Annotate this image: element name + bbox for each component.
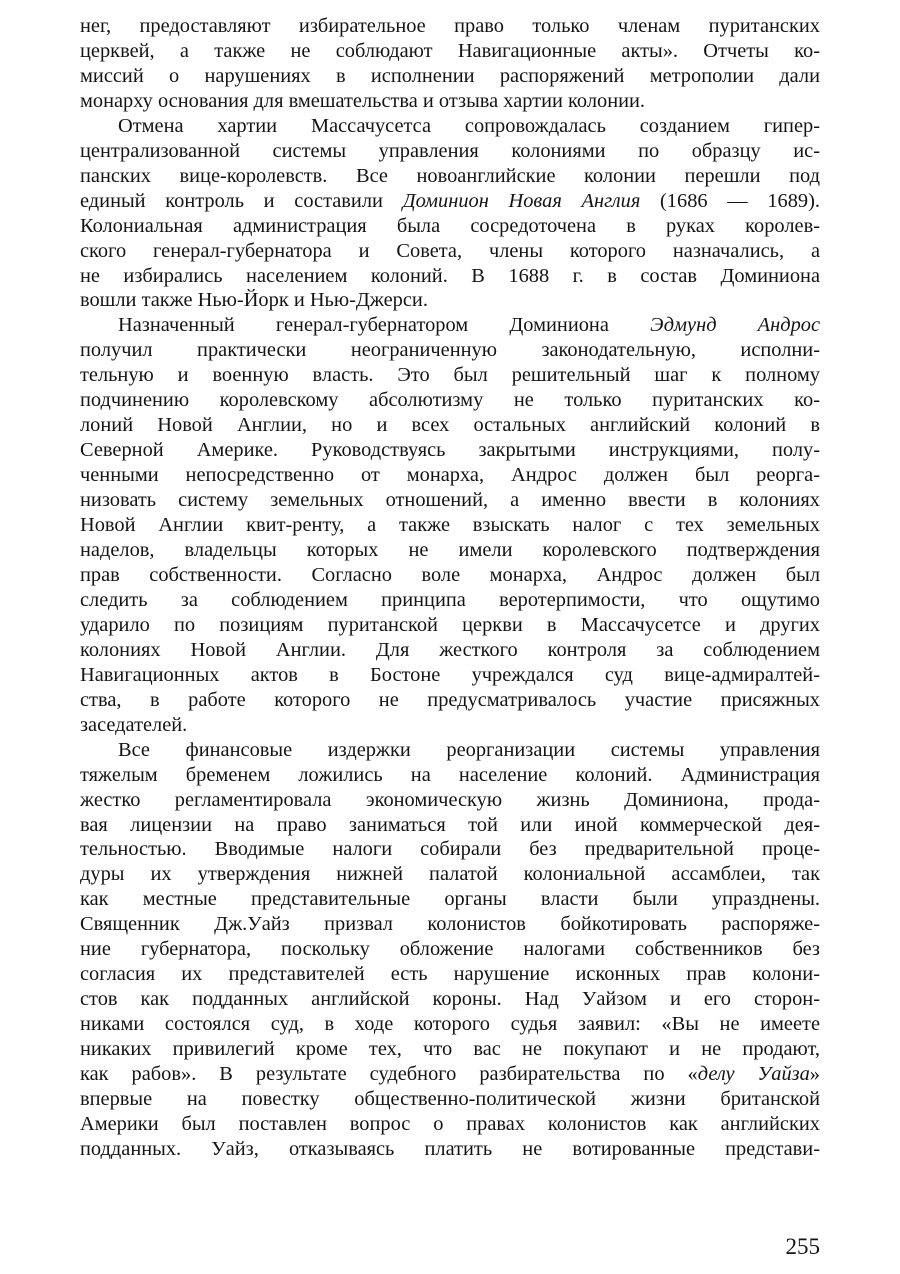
- text-line: вая лицензии на право заниматься той или иной коммерческой дея-: [80, 813, 820, 836]
- text-line: Новой Англии квит-ренту, а также взыскать налог с тех земельных: [80, 514, 820, 537]
- text-line: панских вице-королевств. Все новоанглийские колонии перешли под: [80, 164, 820, 187]
- text-line: низовать систему земельных отношений, а именно ввести в колониях: [80, 489, 820, 512]
- text-line: вошли также Нью-Йорк и Нью-Джерси.: [80, 289, 428, 312]
- text-line: Отмена хартии Массачусетса сопровождалась созданием гипер-: [118, 114, 820, 137]
- text-line: не избирались населением колоний. В 1688 г. в состав Доминиона: [80, 264, 820, 287]
- text-line: как местные представительные органы власти были упразднены.: [80, 888, 820, 911]
- page-number: 255: [785, 1234, 820, 1259]
- text-line: наделов, владельцы которых не имели королевского подтверждения: [80, 539, 820, 562]
- text-line: дуры их утверждения нижней палатой колониальной ассамблеи, так: [80, 863, 820, 886]
- text-line: согласия их представителей есть нарушение исконных прав колони-: [80, 963, 820, 986]
- text-line: тельную и военную власть. Это был решительный шаг к полному: [80, 364, 820, 387]
- text-line: никами состоялся суд, в ходе которого судья заявил: «Вы не имеете: [80, 1013, 820, 1036]
- text-line: единый контроль и составили Доминион Новая Англия (1686 — 1689).: [80, 189, 820, 212]
- text-line: никаких привилегий кроме тех, что вас не покупают и не продают,: [80, 1038, 820, 1061]
- text-line: Все финансовые издержки реорганизации системы управления: [118, 738, 820, 761]
- text-line: следить за соблюдением принципа веротерпимости, что ощутимо: [80, 588, 820, 611]
- text-line: подданных. Уайз, отказываясь платить не вотированные представи-: [80, 1137, 820, 1160]
- text-line: впервые на повестку общественно-политической жизни британской: [80, 1087, 820, 1110]
- text-line: прав собственности. Согласно воле монарха, Андрос должен был: [80, 563, 820, 586]
- text-line: ского генерал-губернатора и Совета, члены которого назначались, а: [80, 239, 820, 262]
- text-line: тельностью. Вводимые налоги собирали без предварительной проце-: [80, 838, 820, 861]
- text-line: нег, предоставляют избирательное право только членам пуританских: [80, 15, 820, 37]
- text-line: миссий о нарушениях в исполнении распоряжений метрополии дали: [80, 64, 820, 87]
- text-line: церквей, а также не соблюдают Навигационные акты». Отчеты ко-: [80, 39, 820, 62]
- page-body: [80, 14, 820, 1162]
- text-line: ства, в работе которого не предусматривалось участие присяжных: [80, 688, 820, 711]
- text-line: тяжелым бременем ложились на население колоний. Администрация: [80, 763, 820, 786]
- text-line: получил практически неограниченную законодательную, исполни-: [80, 339, 820, 362]
- text-line: централизованной системы управления колониями по образцу ис-: [80, 139, 820, 162]
- text-line: стов как подданных английской короны. Над Уайзом и его сторон-: [80, 988, 820, 1011]
- text-line: лоний Новой Англии, но и всех остальных английский колоний в: [80, 414, 820, 437]
- text-line: ние губернатора, поскольку обложение налогами собственников без: [80, 938, 820, 961]
- text-line: ударило по позициям пуританской церкви в Массачусетсе и других: [80, 613, 820, 636]
- text-line: Северной Америке. Руководствуясь закрытыми инструкциями, полу-: [80, 439, 820, 462]
- text-line: колониях Новой Англии. Для жесткого контроля за соблюдением: [80, 638, 820, 661]
- text-line: Колониальная администрация была сосредоточена в руках королев-: [80, 214, 820, 237]
- text-line: ченными непосредственно от монарха, Андрос должен был реорга-: [80, 464, 820, 487]
- text-line: как рабов». В результате судебного разбирательства по «делу Уайза»: [80, 1063, 820, 1086]
- text-line: монарху основания для вмешательства и отзыва хартии колонии.: [80, 89, 646, 112]
- text-line: подчинению королевскому абсолютизму не только пуританских ко-: [80, 389, 820, 412]
- text-line: Назначенный генерал-губернатором Доминиона Эдмунд Андрос: [118, 314, 820, 337]
- text-line: жестко регламентировала экономическую жизнь Доминиона, прода-: [80, 788, 820, 811]
- text-line: Священник Дж.Уайз призвал колонистов бойкотировать распоряже-: [80, 913, 820, 936]
- text-line: Навигационных актов в Бостоне учреждался суд вице-адмиралтей-: [80, 663, 820, 686]
- text-line: Америки был поставлен вопрос о правах колонистов как английских: [80, 1112, 820, 1135]
- text-line: заседателей.: [80, 713, 188, 736]
